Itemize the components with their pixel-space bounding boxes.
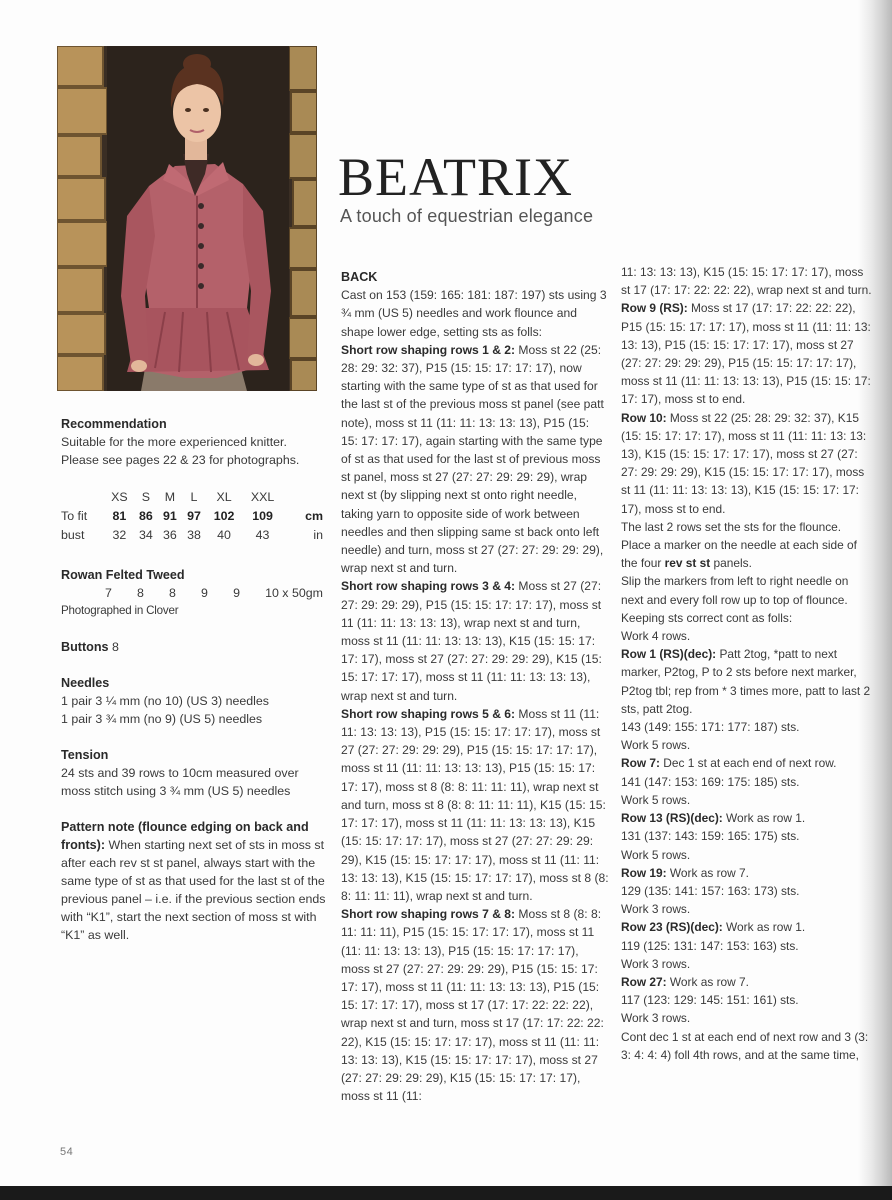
size-in: 43 (255, 527, 270, 542)
bust-inch-row (61, 525, 323, 544)
instruction-paragraph (621, 754, 873, 772)
instruction-text: Work 5 rows. (621, 738, 691, 753)
empty-cell (283, 487, 323, 506)
instruction-text: Moss st 8 (8: 8: 11: 11: 11), P15 (15: 15: 17: 17: 17), moss st 11 (11: 11: 13: 13: 13), P15 (15: 15: 17: 17: 17), moss st 27 (27: 27: 29: 29: 29), P15 (15: 15: 17: 17: 17), moss st 11 (11: 11: 13: 13: 13), P15 (15: 15: 17: 17: 17), moss st 17 (17: 17: 22: 22: 22), wrap next st and turn, moss st 17 (17: 17: 22: 22: 22), K15 (15: 15: 17: 17: 17), moss st 11 (11: 11: 13: 13: 13), K15 (15: 15: 17: 17: 17), moss st 27 (27: 27: 29: 29: 29), K15 (15: 15: 17: 17: 17), moss st 11 (11: (341, 907, 604, 1104)
instruction-heading: Short row shaping rows 7 & 8: (341, 907, 516, 922)
size-label: XS (111, 489, 128, 504)
back-heading: BACK (341, 270, 378, 284)
sizes-table (61, 487, 323, 544)
page-number: 54 (60, 1146, 74, 1158)
to-fit-cm-row (61, 506, 323, 525)
instruction-text: Moss st 22 (25: 28: 29: 32: 37), P15 (15: 15: 17: 17: 17), now starting with the same type of st as that used for the last st of the previous moss st panel (see patt note), moss st 11 (11: 11: 13: 13: 13), P15 (15: 15: 17: 17: 17), again starting with the same type of st as that used for the last st of previous moss st panel, moss st 27 (27: 27: 29: 29: 29), wrap next st (by slipping next st onto right needle, taking yarn to opposite side of work between needles and then slipping same st back onto left needle) and turn, moss st 27 (27: 27: 29: 29: 29), wrap next st and turn. (341, 342, 604, 576)
yarn-amount: 8 (169, 586, 176, 600)
size-in: 32 (112, 527, 127, 542)
yarn-amount: 10 x 50gm (265, 586, 323, 600)
instruction-text: 11: 13: 13: 13), K15 (15: 15: 17: 17: 17), moss st 17 (17: 17: 22: 22: 22), wrap next st and turn. (621, 265, 872, 298)
instruction-heading: Short row shaping rows 1 & 2: (341, 342, 516, 357)
instruction-text: Moss st 17 (17: 17: 22: 22: 22), P15 (15: 15: 17: 17: 17), moss st 11 (11: 11: 13: 13: 13), P15 (15: 15: 17: 17: 17), moss st 27 (27: 27: 29: 29: 29), P15 (15: 15: 17: 17: 17), moss st 11 (11: 11: 13: 13: 13), P15 (15: 15: 17: 17: 17), moss st to end. (621, 301, 871, 407)
size-cm: 91 (163, 508, 177, 523)
size-in: 38 (187, 527, 201, 542)
instruction-heading: Row 10: (621, 410, 667, 425)
instruction-paragraph (621, 809, 873, 827)
yarn-heading: Rowan Felted Tweed (61, 568, 185, 582)
flounce-instructions-column (621, 263, 873, 1064)
size-label: XL (216, 489, 232, 504)
instruction-paragraph (341, 905, 609, 1105)
instruction-paragraph (621, 409, 873, 518)
yarn-amounts (61, 584, 323, 602)
size-label: M (164, 489, 176, 504)
scan-bottom-border (0, 1186, 892, 1200)
instruction-text: Patt 2tog, *patt to next marker, P2tog, P to 2 sts before next marker, P2tog tbl; rep from * 3 times more, patt to last 2 sts, patt 2tog. (621, 647, 871, 716)
instruction-emphasis: rev st st (664, 556, 711, 571)
yarn-amount: 7 (105, 586, 112, 600)
instruction-paragraph (621, 864, 873, 882)
needles-heading: Needles (61, 676, 110, 690)
instruction-text: Work 3 rows. (621, 902, 691, 917)
bust-label: bust (61, 527, 85, 542)
instruction-paragraph (621, 536, 873, 572)
instruction-paragraph (621, 973, 873, 991)
size-labels-row (61, 487, 323, 506)
yarn-amount: 9 (201, 586, 208, 600)
size-cm: 102 (213, 508, 235, 523)
instruction-text: Work as row 7. (666, 865, 749, 880)
size-in: 40 (217, 527, 231, 542)
tension-section (61, 746, 327, 800)
stitch-count: 131 (137: 143: 159: 165: 175) sts. (621, 829, 800, 844)
instruction-heading: Row 1 (RS)(dec): (621, 647, 717, 662)
instruction-heading: Row 23 (RS)(dec): (621, 920, 723, 935)
instruction-paragraph (341, 705, 609, 905)
size-cm: 86 (138, 508, 153, 523)
pattern-title: BEATRIX (338, 147, 573, 207)
yarn-colour: Photographed in Clover (61, 604, 179, 617)
in-unit: in (313, 527, 323, 542)
yarn-amount: 9 (233, 586, 240, 600)
instruction-text: Work as row 1. (722, 920, 806, 935)
instruction-heading: Row 27: (621, 974, 667, 989)
pattern-note-section (61, 818, 327, 944)
pattern-note-heading: Pattern note (flounce edging on back and fronts): (61, 820, 309, 852)
instruction-heading: Row 7: (621, 756, 660, 771)
instruction-text: Work 5 rows. (621, 847, 691, 862)
cm-unit: cm (305, 508, 323, 523)
stitch-count: 119 (125: 131: 147: 153: 163) sts. (621, 938, 799, 953)
size-label: L (190, 489, 198, 504)
instruction-text: The last 2 rows set the sts for the flounce. (621, 519, 842, 534)
tension-heading: Tension (61, 748, 109, 762)
stitch-count: 143 (149: 155: 171: 177: 187) sts. (621, 720, 800, 735)
instruction-text: Work 3 rows. (621, 1011, 691, 1026)
stitch-count: 117 (123: 129: 145: 151: 161) sts. (621, 993, 799, 1008)
instruction-text: Moss st 27 (27: 27: 29: 29: 29), P15 (15: 15: 17: 17: 17), moss st 11 (11: 11: 13: 13: 13), wrap next st and turn, moss st 11 (11: 11: 13: 13: 13), K15 (15: 15: 17: 17: 17), moss st 27 (27: 27: 29: 29: 29), K15 (15: 15: 17: 17: 17), moss st 11 (11: 11: 13: 13: 13), wrap next st and turn. (341, 579, 602, 703)
instruction-text: Dec 1 st at each end of next row. (659, 756, 837, 771)
stitch-count: 129 (135: 141: 157: 163: 173) sts. (621, 883, 800, 898)
size-cm: 81 (112, 508, 127, 523)
instruction-text: Keeping sts correct cont as folls: (621, 610, 793, 625)
instruction-text: Work 5 rows. (621, 792, 691, 807)
model-photo (57, 46, 317, 391)
instruction-heading: Row 19: (621, 865, 667, 880)
needles-section (61, 674, 327, 728)
to-fit-label: To fit (61, 508, 88, 523)
yarn-section (61, 566, 327, 620)
instruction-text: Work 4 rows. (621, 629, 691, 644)
instruction-heading: Row 9 (RS): (621, 301, 688, 316)
size-in: 36 (163, 527, 177, 542)
instruction-text: panels. (710, 556, 752, 571)
buttons-heading: Buttons (61, 640, 109, 654)
stitch-count: 141 (147: 153: 169: 175: 185) sts. (621, 774, 800, 789)
instruction-text: Moss st 11 (11: 11: 13: 13: 13), P15 (15: 15: 17: 17: 17), moss st 27 (27: 27: 29: 29: 29), P15 (15: 15: 17: 17: 17), moss st 11 (11: 11: 13: 13: 13), P15 (15: 15: 17: 17: 17), moss st 8 (8: 8: 11: 11: 11), wrap next st and turn, moss st 8 (8: 8: 11: 11: 11), K15 (15: 15: 17: 17: 17), moss st 11 (11: 11: 13: 13: 13), K15 (15: 15: 17: 17: 17), moss st 27 (27: 27: 29: 29: 29), K15 (15: 15: 17: 17: 17), moss st 11 (11: 11: 13: 13: 13), K15 (15: 15: 17: 17: 17), moss st 8 (8: 8: 11: 11: 11), wrap next st and turn. (341, 706, 609, 903)
instruction-paragraph (621, 918, 873, 936)
recommendation-text: Suitable for the more experienced knitter. Please see pages 22 & 23 for photographs. (61, 435, 300, 467)
instruction-heading: Short row shaping rows 5 & 6: (341, 706, 516, 721)
empty-cell (61, 487, 105, 506)
instruction-paragraph (341, 341, 609, 578)
instruction-text: Cont dec 1 st at each end of next row and 3 (3: 3: 4: 4: 4) foll 4th rows, and at the same time, (621, 1029, 869, 1062)
size-in: 34 (138, 527, 153, 542)
specs-column (61, 415, 327, 962)
back-instructions-column (341, 268, 609, 1105)
needles-line: 1 pair 3 ¾ mm (no 9) (US 5) needles (61, 712, 263, 726)
instruction-heading: Short row shaping rows 3 & 4: (341, 579, 516, 594)
instruction-text: Work 3 rows. (621, 956, 691, 971)
buttons-value: 8 (112, 640, 119, 654)
size-label: XXL (250, 489, 275, 504)
pattern-subtitle: A touch of equestrian elegance (340, 206, 594, 226)
size-label: S (141, 489, 150, 504)
buttons-section (61, 638, 327, 656)
instruction-paragraph (621, 299, 873, 408)
instruction-text: Work as row 1. (722, 811, 806, 826)
pattern-note-text: When starting next set of sts in moss st after each rev st st panel, always start with the same type of st as that used for the last st of the previous panel – i.e. if the previous section ends with “K1”, start the next section of moss st with “K1” as well. (61, 838, 326, 942)
needles-line: 1 pair 3 ¼ mm (no 10) (US 3) needles (61, 694, 269, 708)
back-intro: Cast on 153 (159: 165: 181: 187: 197) sts using 3 ¾ mm (US 5) needles and work flounce and shape lower edge, setting sts as folls: (341, 288, 607, 339)
instruction-paragraph (341, 577, 609, 704)
recommendation-section (61, 415, 327, 469)
tension-text: 24 sts and 39 rows to 10cm measured over moss stitch using 3 ¾ mm (US 5) needles (61, 766, 299, 798)
instruction-paragraph (621, 645, 873, 718)
instruction-text: Slip the markers from left to right needle on next and every foll row up to top of flounce. (621, 574, 849, 607)
size-cm: 97 (187, 508, 201, 523)
recommendation-heading: Recommendation (61, 417, 167, 431)
size-cm: 109 (252, 508, 273, 523)
instruction-text: Moss st 22 (25: 28: 29: 32: 37), K15 (15: 15: 17: 17: 17), moss st 11 (11: 11: 13: 13: 13), K15 (15: 15: 17: 17: 17), moss st 27 (27: 27: 29: 29: 29), K15 (15: 15: 17: 17: 17), moss st 11 (11: 11: 13: 13: 13), K15 (15: 15: 17: 17: 17), moss st to end. (621, 410, 867, 516)
instruction-text: Place a marker on the needle at each side of the four (621, 538, 857, 571)
instruction-text: Work as row 7. (666, 974, 749, 989)
yarn-amount: 8 (137, 586, 144, 600)
instruction-heading: Row 13 (RS)(dec): (621, 811, 723, 826)
